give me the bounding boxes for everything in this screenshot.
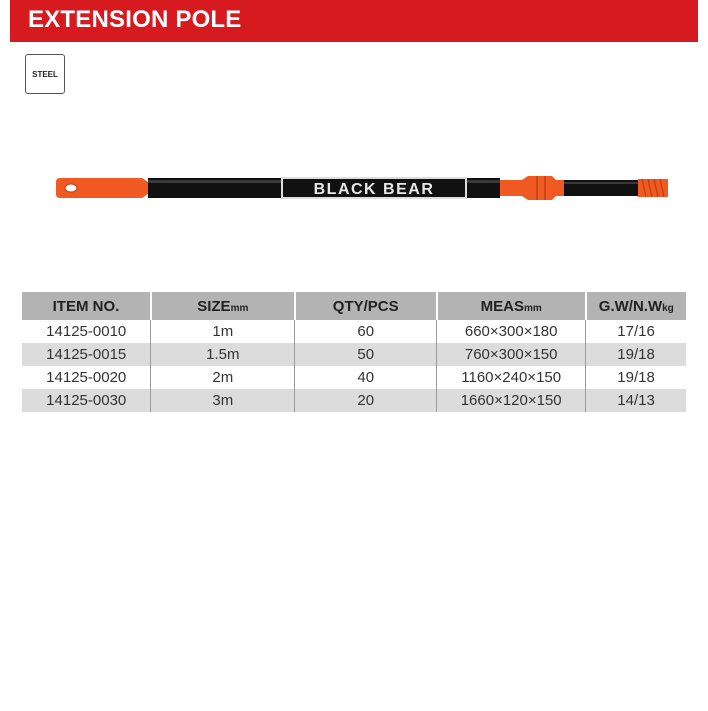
cell-meas: 1660×120×150 xyxy=(437,389,586,412)
table-row xyxy=(22,320,686,343)
cell-meas: 1160×240×150 xyxy=(437,366,586,389)
material-badge-label: STEEL xyxy=(32,69,58,79)
hang-hole-icon xyxy=(65,184,77,192)
table-row xyxy=(22,366,686,389)
extension-pole-image xyxy=(56,170,672,206)
cell-weight: 19/18 xyxy=(586,343,686,366)
cell-size: 1.5m xyxy=(151,343,295,366)
col-header-weight: G.W/N.Wkg xyxy=(586,292,686,320)
cell-size: 1m xyxy=(151,320,295,343)
cell-size: 2m xyxy=(151,366,295,389)
cell-item-no: 14125-0030 xyxy=(22,389,151,412)
page-title: EXTENSION POLE xyxy=(28,6,242,33)
cell-item-no: 14125-0010 xyxy=(22,320,151,343)
table-row xyxy=(22,389,686,412)
cell-item-no: 14125-0020 xyxy=(22,366,151,389)
spec-table-header xyxy=(22,292,686,320)
header-banner xyxy=(10,0,698,42)
spec-table xyxy=(22,292,686,412)
material-badge xyxy=(25,54,65,94)
table-row xyxy=(22,343,686,366)
brand-label: BLACK BEAR xyxy=(313,181,435,198)
cell-meas: 760×300×150 xyxy=(437,343,586,366)
cell-meas: 660×300×180 xyxy=(437,320,586,343)
col-header-item-no: ITEM NO. xyxy=(22,292,151,320)
cell-weight: 14/13 xyxy=(586,389,686,412)
cell-weight: 17/16 xyxy=(586,320,686,343)
cell-qty: 50 xyxy=(295,343,437,366)
col-header-qty: QTY/PCS xyxy=(295,292,437,320)
cell-size: 3m xyxy=(151,389,295,412)
cell-qty: 40 xyxy=(295,366,437,389)
lock-collar xyxy=(500,176,564,200)
cell-weight: 19/18 xyxy=(586,366,686,389)
cell-qty: 20 xyxy=(295,389,437,412)
cell-item-no: 14125-0015 xyxy=(22,343,151,366)
col-header-meas: MEASmm xyxy=(437,292,586,320)
cell-qty: 60 xyxy=(295,320,437,343)
col-header-size: SIZEmm xyxy=(151,292,295,320)
